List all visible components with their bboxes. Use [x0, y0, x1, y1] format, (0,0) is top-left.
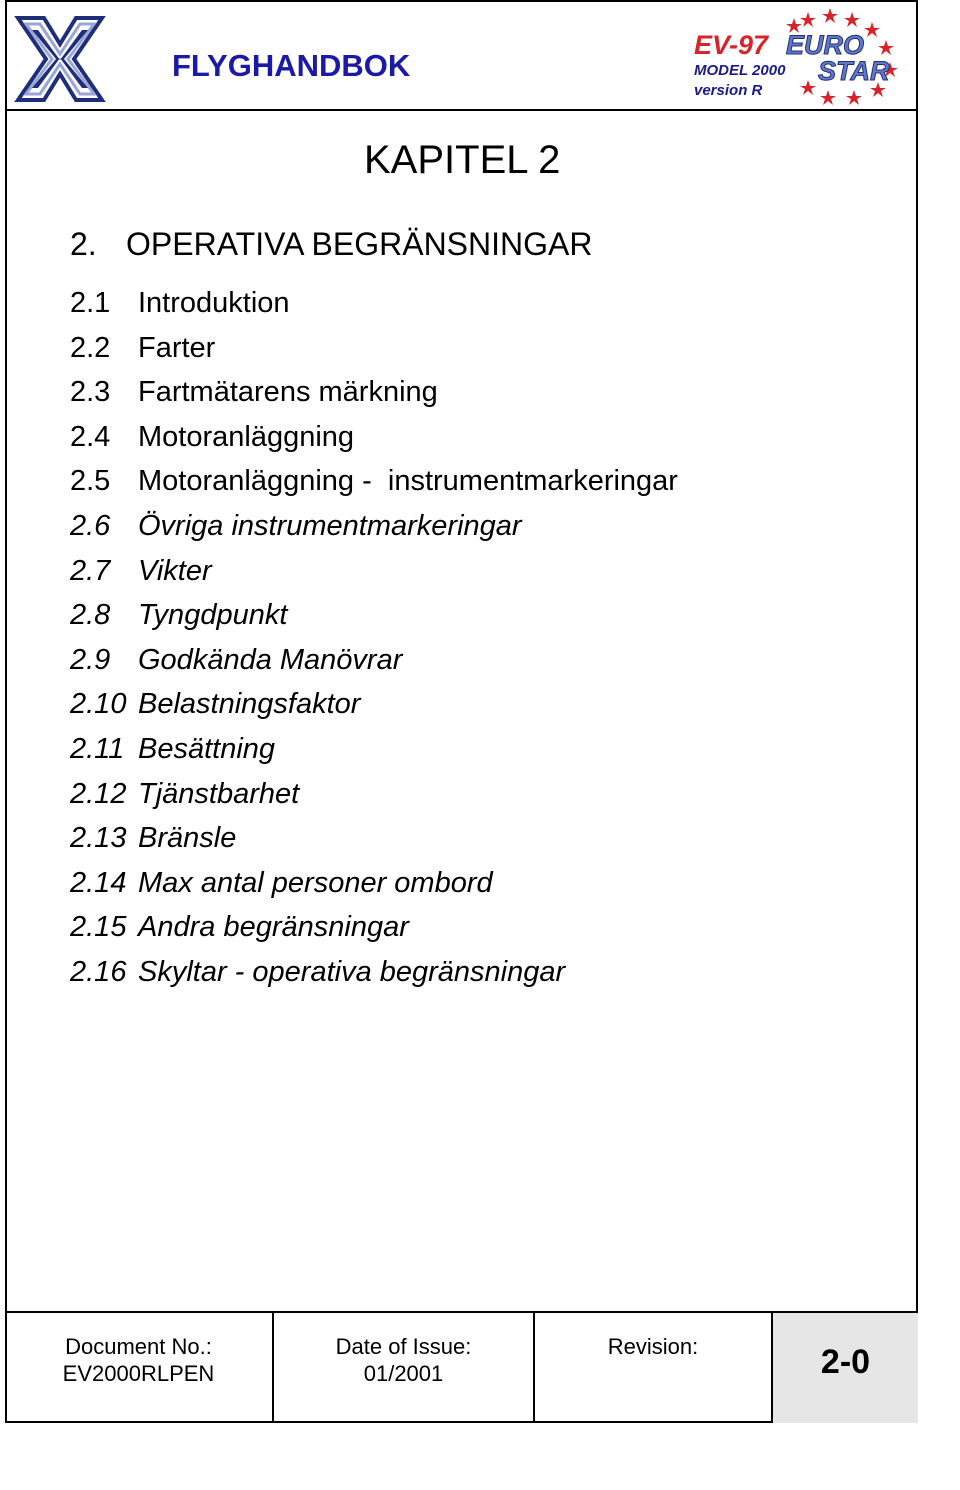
toc-number: 2.13 — [70, 822, 127, 855]
brand-logo — [690, 6, 910, 106]
manual-title: FLYGHANDBOK — [172, 48, 411, 83]
footer-table — [5, 1311, 918, 1423]
toc-title: Belastningsfaktor — [138, 688, 361, 721]
toc-item — [70, 682, 678, 727]
toc-item — [70, 459, 678, 504]
toc-title: Övriga instrumentmarkeringar — [138, 509, 522, 542]
brand-model: MODEL 2000 — [694, 62, 786, 79]
toc-title: Introduktion — [138, 287, 290, 319]
toc-item — [70, 326, 678, 371]
toc-number: 2.14 — [70, 866, 127, 899]
toc-number: 2.3 — [70, 376, 111, 409]
toc-title: Max antal personer ombord — [138, 866, 493, 899]
toc-title: Motoranläggning — [138, 420, 355, 453]
toc-item — [70, 593, 678, 638]
toc-title: Skyltar - operativa begränsningar — [138, 955, 566, 988]
toc-title: Andra begränsningar — [138, 911, 409, 944]
toc-item — [70, 861, 678, 906]
toc-number: 2.12 — [70, 777, 127, 810]
toc-title: Tjänstbarhet — [138, 777, 300, 810]
toc-number: 2.16 — [70, 955, 127, 988]
toc-number: 2.1 — [70, 287, 111, 319]
date-value: 01/2001 — [363, 1361, 444, 1386]
toc-title: Motoranläggning - instrumentmarkeringar — [138, 465, 678, 498]
toc-number: 2.5 — [70, 465, 111, 498]
toc-item — [70, 549, 678, 594]
footer-revision-cell — [535, 1313, 773, 1423]
x-logo-icon — [14, 14, 106, 104]
toc-item — [70, 727, 678, 772]
toc-number: 2.8 — [70, 599, 111, 632]
toc-number: 2.6 — [70, 509, 111, 542]
revision-label: Revision: — [607, 1334, 699, 1359]
date-label: Date of Issue: — [335, 1334, 472, 1359]
toc-title: Vikter — [138, 554, 212, 587]
toc-item — [70, 370, 678, 415]
toc-number: 2.7 — [70, 554, 111, 587]
brand-euro: EURO — [786, 30, 865, 60]
table-of-contents — [70, 281, 678, 995]
toc-number: 2.4 — [70, 420, 111, 453]
toc-number: 2.10 — [70, 688, 127, 721]
toc-number: 2.11 — [70, 732, 125, 765]
toc-number: 2.9 — [70, 643, 111, 676]
toc-item — [70, 950, 678, 995]
brand-ev97: EV-97 — [694, 30, 769, 60]
toc-title: Farter — [138, 331, 216, 364]
toc-title: Besättning — [138, 732, 276, 765]
page-number: 2-0 — [773, 1313, 918, 1423]
footer-document-cell — [5, 1313, 274, 1423]
brand-version: version R — [694, 82, 763, 99]
section-heading — [70, 226, 592, 263]
section-number: 2. — [70, 226, 97, 262]
toc-item — [70, 281, 678, 326]
toc-item — [70, 816, 678, 861]
toc-item — [70, 638, 678, 683]
toc-title: Godkända Manövrar — [138, 643, 403, 676]
toc-title: Bränsle — [138, 822, 237, 855]
chapter-title: KAPITEL 2 — [364, 138, 561, 182]
toc-number: 2.15 — [70, 911, 127, 944]
header-divider — [5, 109, 918, 111]
section-title: OPERATIVA BEGRÄNSNINGAR — [126, 226, 593, 262]
toc-title: Fartmätarens märkning — [138, 376, 438, 409]
document-label: Document No.: — [65, 1334, 212, 1359]
footer-date-cell — [274, 1313, 535, 1423]
toc-item — [70, 772, 678, 817]
document-number: EV2000RLPEN — [62, 1361, 215, 1386]
brand-star: STAR — [818, 56, 890, 86]
toc-number: 2.2 — [70, 331, 111, 364]
toc-item — [70, 504, 678, 549]
toc-item — [70, 415, 678, 460]
toc-title: Tyngdpunkt — [138, 599, 288, 632]
toc-item — [70, 905, 678, 950]
